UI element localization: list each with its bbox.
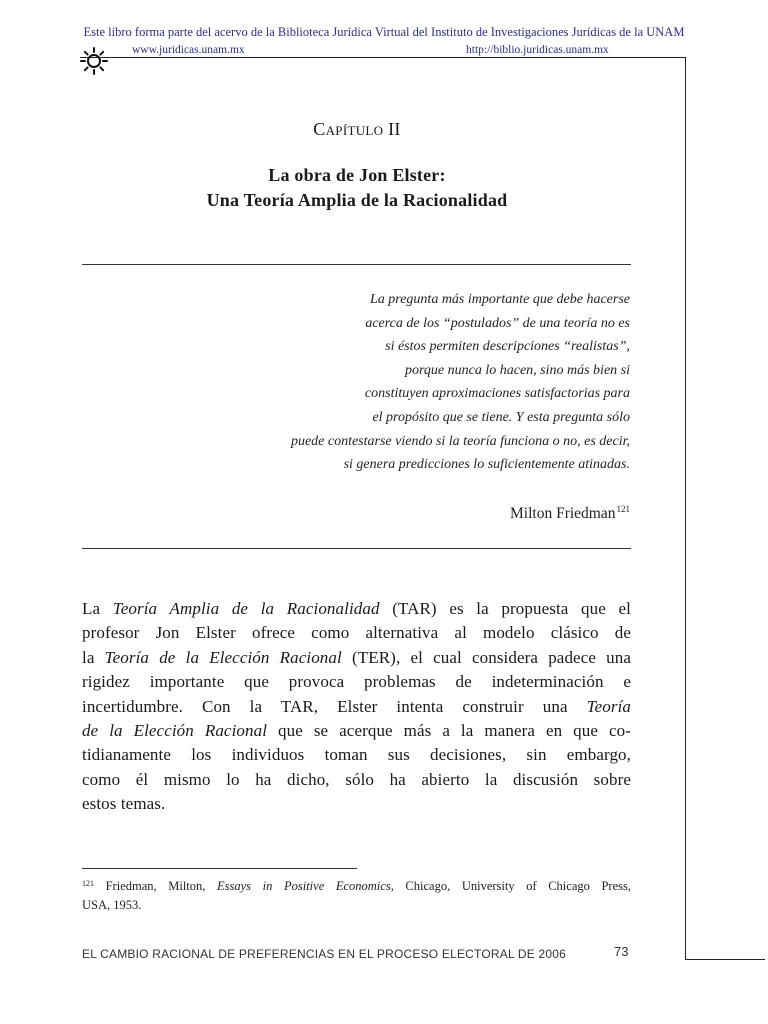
body-line — [82, 597, 631, 621]
body-text: (TER), el cual considera padece una — [341, 647, 632, 667]
body-text: que se acerque más a la manera en que co- — [267, 721, 631, 741]
body-italic-term: de la Elección Racional — [82, 721, 268, 741]
body-line — [82, 719, 631, 743]
chapter-title-line-2: Una Teoría Amplia de la Racionalidad — [206, 190, 508, 210]
footnote-line — [82, 874, 631, 896]
body-text: La — [82, 599, 113, 618]
chapter-title-line-1: La obra de Jon Elster: — [268, 165, 446, 185]
footnote — [82, 874, 631, 915]
epigraph-line: el propósito que se tiene. Y esta pregunta sólo — [372, 409, 630, 425]
epigraph-line: constituyen aproximaciones satisfactorias para — [364, 386, 630, 402]
body-paragraph — [82, 597, 631, 817]
sun-emblem-icon — [80, 47, 108, 75]
footnote-reference[interactable]: 121 — [616, 504, 630, 514]
footnote-number: 121 — [82, 879, 94, 888]
footnote-text: USA, 1953. — [82, 898, 142, 912]
page-frame-right — [685, 57, 686, 960]
juridicas-link[interactable]: www.juridicas.unam.mx — [132, 44, 245, 56]
body-line — [82, 621, 631, 645]
footnote-author: Friedman, Milton, — [94, 879, 218, 893]
epigraph-author: Milton Friedman — [510, 505, 616, 522]
epigraph-line: La pregunta más importante que debe hacerse — [370, 292, 630, 307]
body-line — [82, 646, 631, 670]
epigraph-line: si genera predicciones lo suficientemente atinadas. — [343, 457, 630, 473]
epigraph-line: porque nunca lo hacen, sino más bien si — [404, 362, 630, 378]
body-text: la — [82, 647, 105, 667]
epigraph-attribution — [510, 504, 630, 523]
library-notice: Este libro forma parte del acervo de la Biblioteca Jurídica Virtual del Instituto de Investigaciones Jurídicas de la UNAM — [83, 25, 685, 39]
body-text: profesor Jon Elster ofrece como alternativa al modelo clásico de — [82, 623, 631, 643]
body-line — [82, 792, 631, 816]
page-frame-bottom — [685, 959, 765, 960]
epigraph-top-rule — [82, 264, 631, 265]
body-line — [82, 768, 631, 792]
body-text: tidianamente los individuos toman sus decisiones, sin embargo, — [82, 745, 631, 765]
biblio-link[interactable]: http://biblio.juridicas.unam.mx — [466, 44, 609, 56]
footnote-text: , Chicago, University of Chicago Press, — [390, 879, 631, 893]
footnote-rule — [82, 868, 357, 869]
epigraph-line: si éstos permiten descripciones “realistas”, — [385, 339, 630, 355]
body-line — [82, 743, 631, 767]
body-text: estos temas. — [82, 794, 166, 814]
running-footer-title: EL CAMBIO RACIONAL DE PREFERENCIAS EN EL PROCESO ELECTORAL DE 2006 — [82, 947, 567, 961]
body-text: como él mismo lo ha dicho, sólo ha abierto la discusión sobre — [82, 769, 631, 789]
epigraph-line: acerca de los “postulados” de una teoría no es — [365, 315, 630, 331]
page-number: 73 — [614, 944, 629, 959]
footnote-line — [82, 896, 631, 915]
header-rule — [80, 57, 685, 58]
body-text: rigidez importante que provoca problemas de indeterminación e — [82, 672, 631, 692]
epigraph-line: puede contestarse viendo si la teoría funciona o no, es decir, — [290, 433, 630, 449]
body-italic-term: Teoría Amplia de la Racionalidad — [112, 599, 380, 618]
body-line — [82, 670, 631, 694]
epigraph — [291, 288, 630, 477]
chapter-label: Capítulo II — [313, 119, 401, 139]
body-italic-term: Teoría — [586, 696, 631, 716]
body-text: incertidumbre. Con la TAR, Elster intenta construir una — [82, 696, 587, 716]
footnote-work-title: Essays in Positive Economics — [217, 879, 391, 893]
body-italic-term: Teoría de la Elección Racional — [104, 647, 342, 667]
epigraph-bottom-rule — [82, 548, 631, 549]
body-line — [82, 695, 631, 719]
body-text: (TAR) es la propuesta que el — [379, 599, 631, 618]
